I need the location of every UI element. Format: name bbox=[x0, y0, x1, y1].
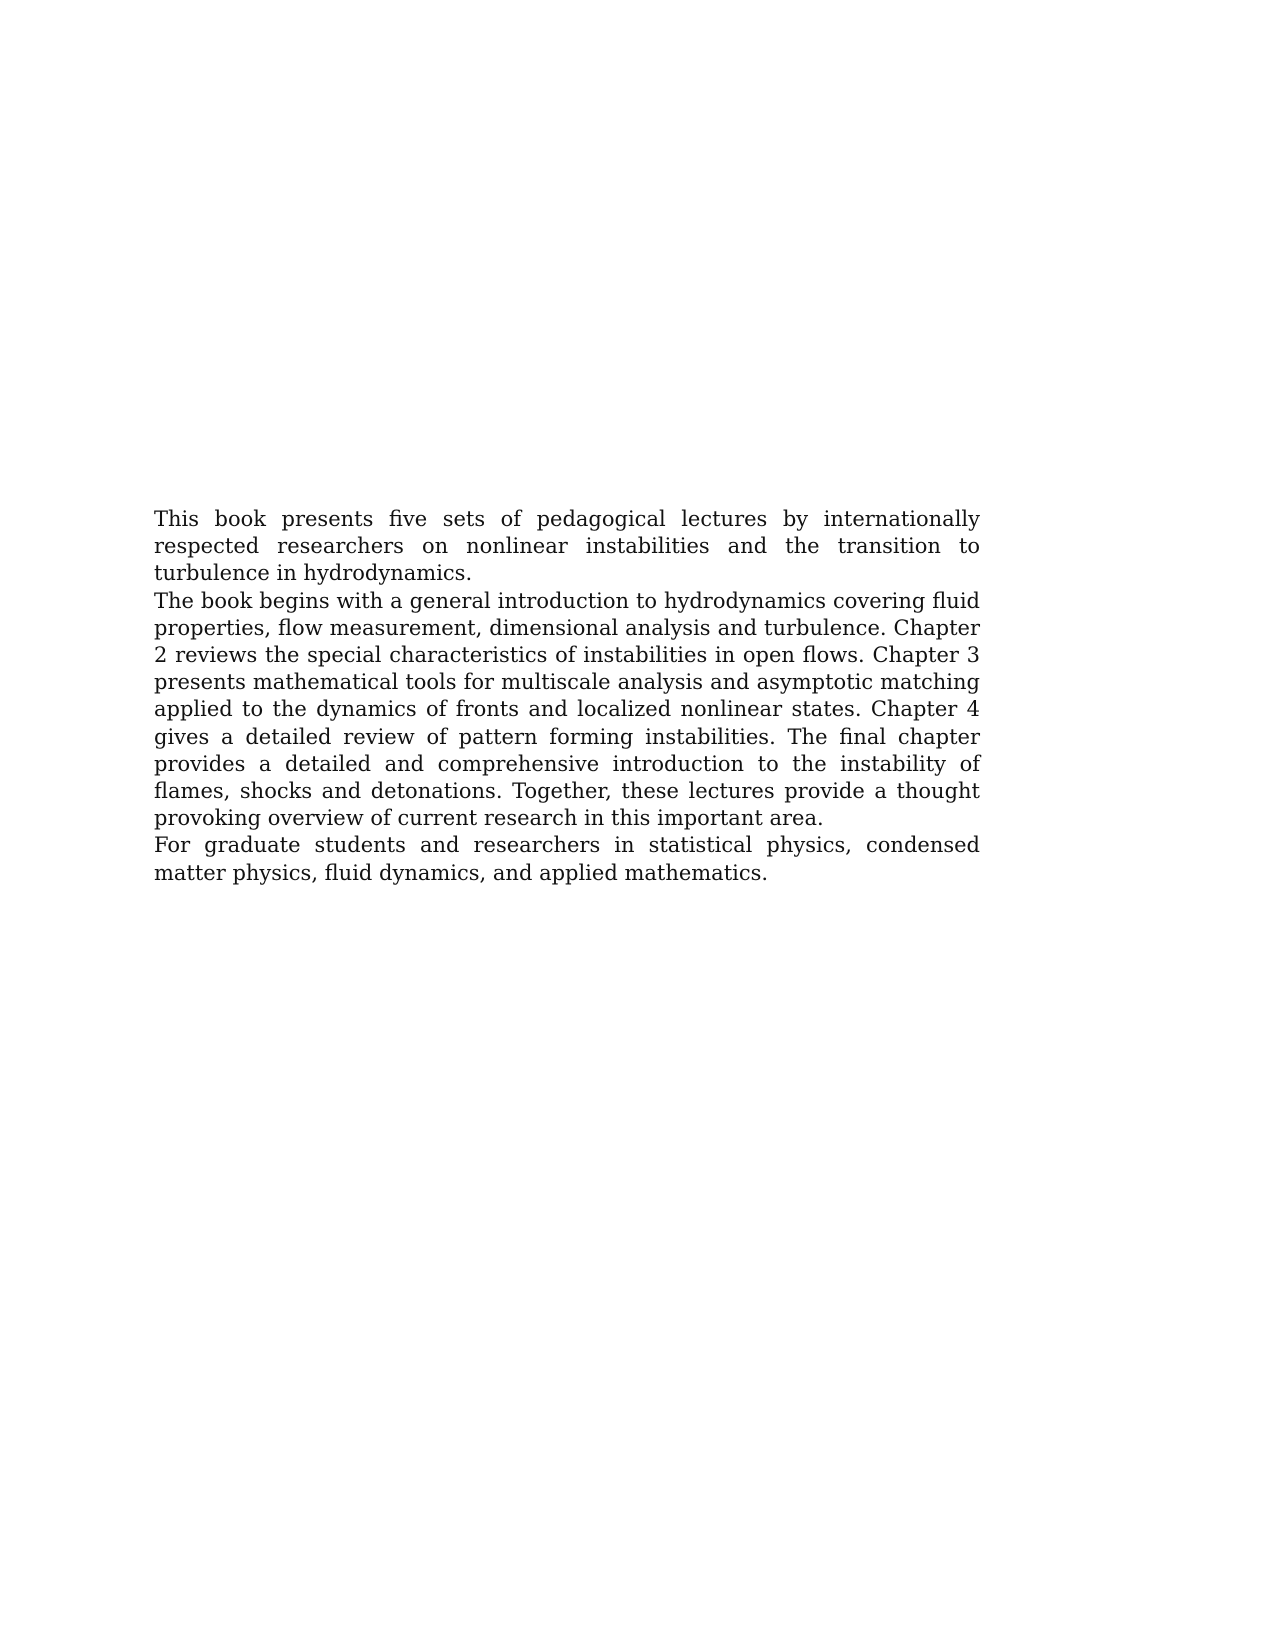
description-paragraph-audience: For graduate students and researchers in statistical physics, condensed matter physics, fluid dynamics, and applied mathematics. bbox=[154, 833, 980, 885]
description-paragraph-chapters: The book begins with a general introduction to hydrodynamics covering fluid properties, flow measurement, dimensional analysis and turbulence. Chapter 2 reviews the special characteristics of instabilities in open flows. Chapter 3 presents mathematical tools for multiscale analysis and asymptotic matching applied to the dynamics of fronts and localized nonlinear states. Chapter 4 gives a detailed review of pattern forming instabilities. The final chapter provides a detailed and comprehensive introduction to the instability of flames, shocks and detonations. Together, these lectures provide a thought provoking overview of current research in this important area. bbox=[154, 588, 980, 831]
description-paragraph-intro: This book presents five sets of pedagogical lectures by internationally respected researchers on nonlinear instabilities and the transition to turbulence in hydrodynamics. bbox=[154, 507, 980, 586]
book-description bbox=[154, 506, 980, 887]
